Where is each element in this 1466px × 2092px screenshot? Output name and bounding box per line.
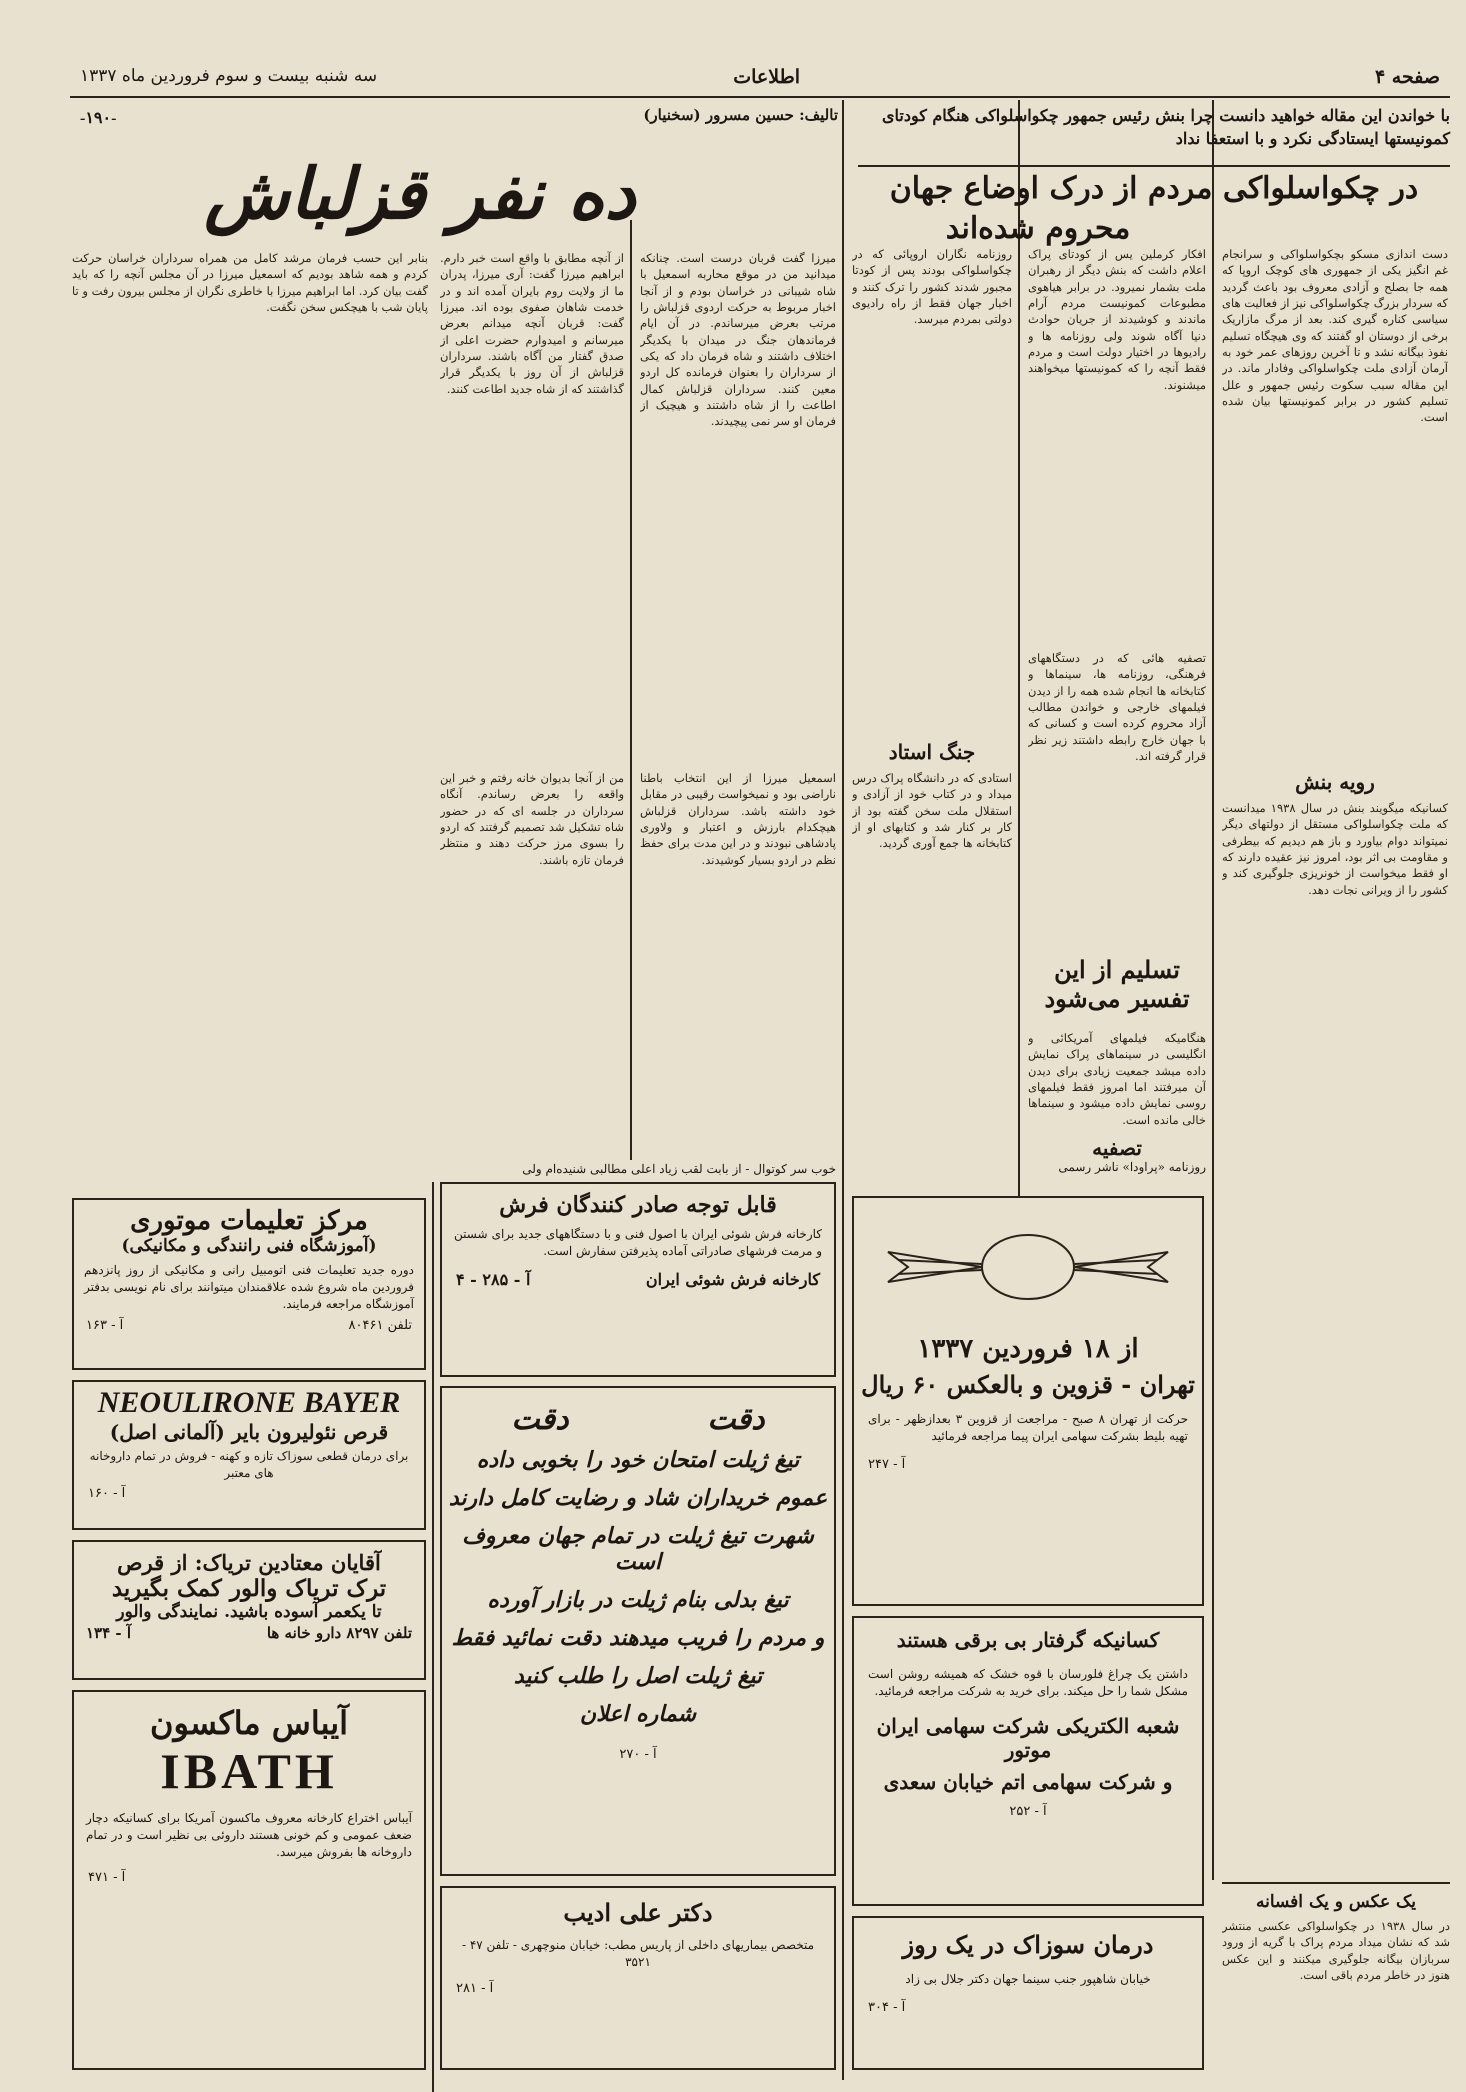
ad-electric-title: کسانیکه گرفتار بی برقی هستند — [896, 1628, 1160, 1652]
ad-driving-school — [72, 1198, 426, 1370]
ad-electric — [852, 1616, 1204, 1906]
ad-rug-name: کارخانه فرش شوئی ایران — [645, 1269, 820, 1289]
ad-rug-code: آ - ۲۸۵ - ۴ — [456, 1269, 531, 1289]
ad-neo-code: آ - ۱۶۰ — [88, 1485, 126, 1501]
ad-motor-body: دوره جدید تعلیمات فنی اتومبیل رانی و مکانیکی از روز پانزدهم فروردین ماه شروع شده علاقمندان میتوانند برای نام نویسی بدفتر آموزشگاه مراجعه فرمایند. — [84, 1263, 414, 1311]
column-rule — [630, 220, 632, 1160]
article-column-3: روزنامه نگاران اروپائی که در چکواسلواکی بودند پس از کودتا مجبور شدند کشور را ترک کنند و اخبار جهان فقط از راه رادیوی دولتی بمردم میرسد. — [852, 247, 1012, 327]
ad-doctor-title: دکتر علی ادیب — [563, 1898, 713, 1927]
airplane-logo — [878, 1212, 1178, 1322]
ad-ibath-body: آیباس اختراع کارخانه معروف ماکسون آمریکا برای کسانیکه دچار ضعف عمومی و کم خونی هستند داروئی بی نظیر است و در تمام داروخانه ها بفروش میرسد. — [86, 1811, 412, 1859]
ad-neo-brand: NEOULIRONE BAYER — [97, 1386, 401, 1419]
photo-legend-body: در سال ۱۹۳۸ در چکواسلواکی عکسی منتشر شد که نشان میداد مردم پراک با گریه از ورود سربازان بیگانه جلوگیری میکنند و این عکس هنوز در خاطر مردم باقی است. — [1222, 1919, 1450, 1982]
ad-motor-title: مرکز تعلیمات موتوری — [130, 1206, 368, 1236]
ad-rug-body: کارخانه فرش شوئی ایران با اصول فنی و با دستگاههای جدید برای شستن و مرمت فرشهای صادراتی آماده پذیرفتن سفارش است. — [454, 1227, 822, 1258]
ad-gon-code: آ - ۳۰۴ — [868, 1999, 906, 2015]
ad-razor-line-6: تیغ ژیلت اصل را طلب کنید — [513, 1663, 763, 1689]
ad-ibath-en: IBATH — [160, 1743, 338, 1799]
article-intro: با خواندن این مقاله خواهید دانست چرا بنش رئیس جمهور چکواسلواکی هنگام کودتای کمونیستها ایستادگی نکرد و با استعفا نداد — [881, 106, 1450, 149]
article-column-2b: تصفیه هائی که در دستگاههای فرهنگی، روزنامه ها، سینماها و کتابخانه ها انجام شده همه را از دیدن فیلمهای خارجی و خواندن مطالب آزاد محروم کرده است و کسانی که با جهان خارج رابطه داشتند زیر نظر قرار گرفته اند. — [1028, 651, 1206, 763]
ad-razor-line-1: تیغ ژیلت امتحان خود را بخوبی داده — [476, 1447, 800, 1473]
ad-opium-line2: ترک تریاک والور کمک بگیرید — [111, 1575, 387, 1602]
ad-doctor-code: آ - ۲۸۱ — [456, 1980, 494, 1996]
story-column-mid: از آنچه مطابق با واقع است خبر دارم. ابراهیم میرزا گفت: آری میرزا، پدران ما از ولایت روم بایران آمده اند و در خدمت شاهان صفوی بوده اند. میرزا گفت: قربان آنچه میدانم بعرض میرسانم و امیدوارم حضرت اعلی از صدق گفتار من آگاه باشند. سرداران قزلباش از آن روز با یکدیگر قرار گذاشتند که از شاه جدید اطاعت کنند. — [440, 251, 624, 396]
ad-razor-line-7: شماره اعلان — [579, 1701, 697, 1727]
photo-legend-box — [1222, 1882, 1450, 2072]
subheading-film: تسلیم از این تفسیر می‌شود — [1044, 955, 1190, 1013]
page-header — [70, 58, 1450, 98]
column-rule — [842, 100, 844, 1180]
issue-date: سه شنبه بیست و سوم فروردین ماه ۱۳۳۷ — [80, 66, 378, 86]
ad-opium-line3: تا یکعمر آسوده باشید. نمایندگی والور — [116, 1602, 382, 1622]
ad-neoulirone — [72, 1380, 426, 1530]
article-column-1: دست اندازی مسکو بچکواسلواکی و سرانجام غم انگیز یکی از جمهوری های کوچک اروپا که همه جا بصلح و آزادی معروف بود باعث گردید که سردار بزرگ چکواسلواکی نیز از فعالیت های سیاسی کناره گیری کند. بعد از مرگ مازاریک برخی از دوستان او گفتند که وی هیچگاه تسلیم نفوذ بیگانه نشد و تا آخرین روزهای عمر خود به آرمان آزادی ملت چکواسلواکی وفادار ماند. در این مقاله سبب سکوت رئیس جمهور و علل تسلیم کشور در برابر کمونیستها بیان شده است. — [1222, 247, 1448, 425]
ad-razor-blade — [440, 1386, 836, 1876]
ad-opium-phone: تلفن ۸۲۹۷ دارو خانه ها — [266, 1624, 412, 1642]
article-column-3b: استادی که در دانشگاه پراک درس میداد و در کتاب خود از آزادی و استقلال ملت سخن گفته بود از کار بر کنار شد و کتابهای او از کتابخانه ها جمع آوری گردید. — [852, 771, 1012, 851]
ad-electric-line-1: شعبه الکتریکی شرکت سهامی ایران موتور — [876, 1713, 1180, 1762]
story-footer-line: خوب سر کوتوال - از بابت لقب زیاد اعلی مطالبی شنیده‌ام ولی — [522, 1162, 836, 1176]
story-column-right: میرزا گفت قربان درست است. چنانکه میدانید من در موقع محاربه اسمعیل با شاه شیبانی در خراسان بودم و از آنجا اخبار مربوط به حرکت اردوی قزلباش را مرتب بعرض میرساندم. در آن ایام فرماندهان جنگ در میدان با یکدیگر اختلاف داشتند و شاه فرمان داد که یکی از سرداران را بعنوان فرمانده کل اردو معین کنند. سرداران قزلباش کمال اطاعت را از شاه داشتند و هیچیک از فرمان او سر نمی پیچیدند. — [640, 251, 836, 429]
ad-neo-title: قرص نئولیرون بایر (آلمانی اصل) — [109, 1420, 389, 1444]
ad-travel — [852, 1196, 1204, 1606]
ad-electric-line-2: و شرکت سهامی اتم خیابان سعدی — [883, 1769, 1173, 1794]
column-rule — [842, 1180, 844, 2080]
ad-gon-body: خیابان شاهپور جنب سینما جهان دکتر جلال بی زاد — [905, 1972, 1151, 1986]
article-column-2c: هنگامیکه فیلمهای آمریکائی و انگلیسی در سینماهای پراک نمایش داده میشد جمعیت زیادی برای دیدن آن میرفتند اما امروز فقط فیلمهای روسی نمایش داده میشود و سینماها خالی مانده است. — [1028, 1031, 1206, 1127]
story-column-right-b: اسمعیل میرزا از این انتخاب باطنا ناراضی بود و نمیخواست رقیبی در مقابل خود داشته باشد. سرداران قزلباش هیچکدام بارزش و اعتبار و ولاوری پادشاهی نبودند و در این مدت برای حفظ نظم در اردو بسیار کوشیدند. — [640, 771, 836, 867]
subheading-professor: جنگ استاد — [888, 740, 976, 764]
intro-rule — [858, 165, 1450, 167]
ad-travel-route: تهران - قزوین و بالعکس ۶۰ ریال — [861, 1370, 1195, 1399]
column-rule — [1018, 100, 1020, 1198]
ad-treatment — [852, 1916, 1204, 2070]
ad-ibath-code: آ - ۴۷۱ — [88, 1870, 126, 1886]
ad-razor-code: آ - ۲۷۰ — [619, 1747, 657, 1762]
ad-razor-line-3: شهرت تیغ ژیلت در تمام جهان معروف است — [462, 1523, 814, 1575]
story-column-left: بنابر این حسب فرمان مرشد کامل من همراه سرداران خراسان حرکت کردم و همه شاهد بودیم که اسمعیل میرزا در آن مجلس آنچه را که باید گفت بیان کرد. اما ابراهیم میرزا با خاطری نگران از مجلس بیرون رفت و تا پایان شب با هیچکس سخن نگفت. — [72, 251, 428, 314]
article-headline-2: محروم شده‌اند — [945, 211, 1131, 246]
ad-electric-code: آ - ۲۵۲ — [1009, 1803, 1047, 1819]
story-author: تالیف: حسین مسرور (سخنیار) — [643, 106, 838, 124]
ad-razor-line-2: عموم خریداران شاد و رضایت کامل دارند — [448, 1485, 828, 1511]
episode-number: -۱۹۰- — [80, 110, 117, 127]
ad-doctor-body: متخصص بیماریهای داخلی از پاریس مطب: خیابان منوچهری - تلفن ۴۷ - ۳۵۲۱ — [461, 1938, 815, 1969]
story-column-mid-b: من از آنجا بدیوان خانه رفتم و خبر این واقعه را بعرض رساندم. آنگاه سرداران در جلسه ای که در حضور شاه تشکیل شد تصمیم گرفتند که اردو را بسوی مرز حرکت دهند و منتظر فرمان تازه باشند. — [440, 771, 624, 867]
column-rule — [1212, 100, 1214, 1880]
subheading-benes: رویه بنش — [1295, 770, 1375, 794]
article-column-1b: کسانیکه میگویند بنش در سال ۱۹۳۸ میدانست که ملت چکواسلواکی مستقل از دولتهای دیگر نمیتواند دوام بیاورد و باز هم دیدیم که بیطرفی و مقاومت بی اثر بود، امروز نیز عقیده دارند که او فقط میخواست از خونریزی جلوگیری کند و کشور را از ویرانی نجات دهد. — [1222, 801, 1448, 897]
ad-motor-subtitle: (آموزشگاه فنی رانندگی و مکانیکی) — [121, 1236, 377, 1256]
story-title: ده نفر قزلباش — [204, 152, 636, 235]
ad-razor-line-4: تیغ بدلی بنام ژیلت در بازار آورده — [487, 1587, 789, 1613]
ad-neo-body: برای درمان قطعی سوزاک تازه و کهنه - فروش در تمام داروخانه های معتبر — [89, 1449, 409, 1480]
subheading-cleansing: تصفیه — [1092, 1136, 1142, 1160]
ad-travel-code: آ - ۲۴۷ — [868, 1456, 906, 1472]
article-headline: در چکواسلواکی مردم از درک اوضاع جهان — [889, 171, 1419, 206]
ad-travel-body: حرکت از تهران ۸ صبح - مراجعت از قزوین ۳ بعدازظهر - برای تهیه بلیط بشرکت سهامی ایران پیما مراجعه فرمائید — [868, 1412, 1188, 1443]
ad-gon-title: درمان سوزاک در یک روز — [902, 1930, 1154, 1959]
ad-doctor — [440, 1886, 836, 2070]
ad-electric-body: داشتن یک چراغ فلورسان با قوه خشک که همیشه روشن است مشکل شما را حل میکند. برای خرید به شرکت مراجعه فرمائید. — [868, 1667, 1188, 1698]
ad-travel-date: از ۱۸ فروردین ۱۳۳۷ — [917, 1334, 1139, 1364]
ad-motor-code: آ - ۱۶۳ — [86, 1318, 124, 1334]
ad-ibath — [72, 1690, 426, 2070]
ad-opium-title: آقایان معتادین تریاک: از قرص — [117, 1550, 381, 1575]
newspaper-name: اطلاعات — [733, 66, 800, 88]
ad-razor-attention-1: دقت — [707, 1402, 765, 1437]
ad-opium-code: آ - ۱۳۴ — [86, 1624, 132, 1642]
ad-rug-cleaning — [440, 1182, 836, 1377]
ad-rug-title: قابل توجه صادر کنندگان فرش — [499, 1192, 777, 1218]
photo-legend-title: یک عکس و یک افسانه — [1255, 1892, 1417, 1912]
ad-opium — [72, 1540, 426, 1680]
ad-ibath-fa: آیباس ماکسون — [149, 1704, 349, 1742]
ad-motor-phone: تلفن ۸۰۴۶۱ — [348, 1318, 412, 1334]
ad-razor-attention-2: دقت — [511, 1402, 569, 1437]
ad-razor-line-5: و مردم را فریب میدهند دقت نمائید فقط — [451, 1625, 825, 1651]
page-label: صفحه ۴ — [1374, 66, 1440, 88]
article-tail: روزنامه «پراودا» ناشر رسمی — [1058, 1160, 1206, 1174]
article-column-2: افکار کرملین یس از کودتای پراک اعلام داشت که بنش دیگر از رهبران ملت بشمار نمیرود. در برابر هیاهوی مطبوعات کمونیست مردم آرام ماندند و کوشیدند از جریان حوادث دنیا آگاه شوند ولی روزنامه ها و رادیوها در اختیار دولت است و مردم فقط آنچه را که کمونیستها میخواهند میشنوند. — [1028, 247, 1206, 392]
column-rule — [432, 1182, 434, 2092]
